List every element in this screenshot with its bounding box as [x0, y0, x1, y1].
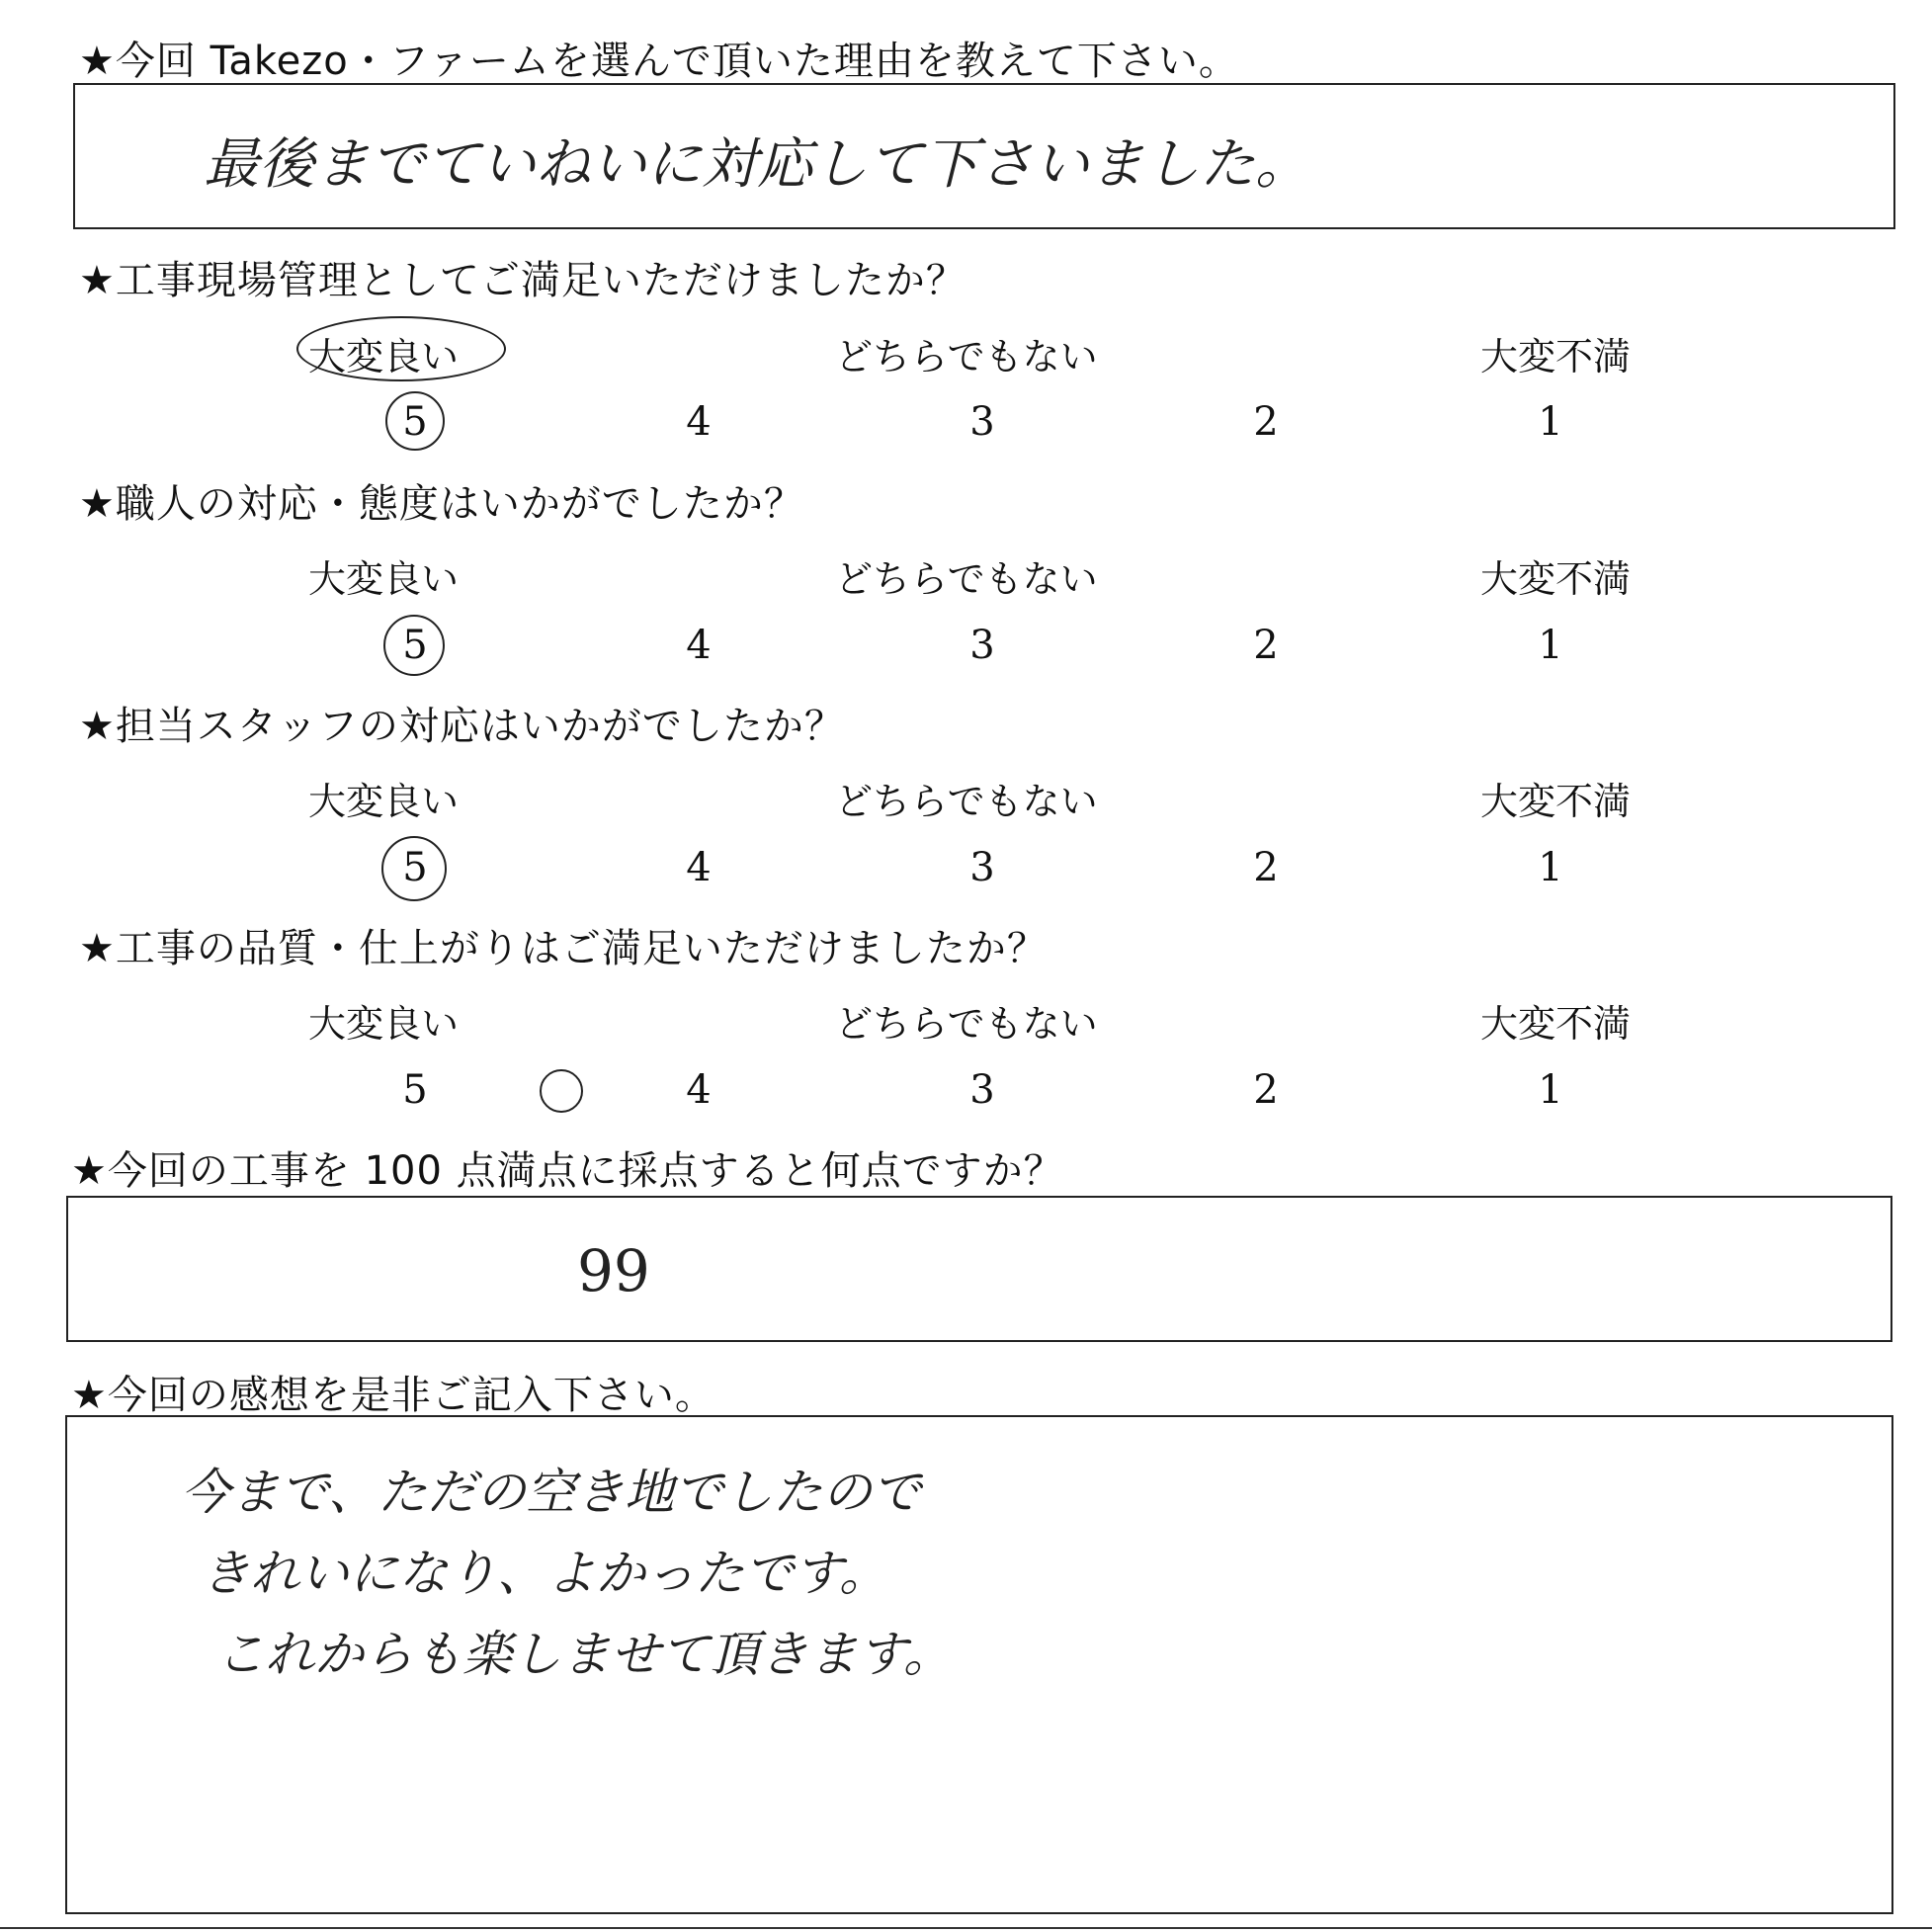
- question-2-site-management: ★工事現場管理としてご満足いただけましたか？: [79, 258, 966, 303]
- rating-4: 4: [686, 1067, 712, 1113]
- rating-1: 1: [1538, 1067, 1563, 1113]
- handwritten-comment-line-2: きれいになり、よかったです。: [201, 1545, 888, 1602]
- rating-3: 3: [969, 623, 995, 668]
- question-1-reason: ★今回 Takezo・ファームを選んで頂いた理由を教えて下さい。: [79, 39, 1239, 84]
- scale-label-neutral: どちらでもない: [835, 335, 1098, 378]
- rating-2: 2: [1253, 1067, 1279, 1113]
- circle-mark-5: [385, 391, 445, 451]
- rating-1: 1: [1538, 623, 1563, 668]
- rating-5: 5: [402, 845, 428, 890]
- rating-5: 5: [402, 399, 428, 445]
- scale-label-good: 大変良い: [308, 1002, 460, 1046]
- scale-label-good: 大変良い: [308, 780, 460, 823]
- circle-mark-between: [540, 1069, 583, 1113]
- scale-label-good: 大変良い: [308, 557, 460, 601]
- rating-5: 5: [402, 623, 428, 668]
- answer-box-score: [66, 1196, 1892, 1342]
- rating-3: 3: [969, 845, 995, 890]
- scale-label-neutral: どちらでもない: [835, 557, 1098, 601]
- scale-label-bad: 大変不満: [1480, 1002, 1632, 1046]
- question-4-staff: ★担当スタッフの対応はいかがでしたか？: [79, 704, 845, 749]
- scale-label-neutral: どちらでもない: [835, 1002, 1098, 1046]
- handwritten-comment-line-1: 今まで、ただの空き地でしたので: [181, 1464, 921, 1521]
- rating-2: 2: [1253, 623, 1279, 668]
- scale-label-good: 大変良い: [308, 335, 460, 378]
- bottom-rule: [0, 1927, 1932, 1929]
- rating-3: 3: [969, 399, 995, 445]
- rating-4: 4: [686, 845, 712, 890]
- handwritten-score: 99: [577, 1237, 650, 1304]
- scale-label-bad: 大変不満: [1480, 335, 1632, 378]
- rating-5: 5: [402, 1067, 428, 1113]
- answer-box-comments: [65, 1415, 1893, 1914]
- question-3-craftsmen: ★職人の対応・態度はいかがでしたか？: [79, 481, 804, 527]
- rating-4: 4: [686, 623, 712, 668]
- handwritten-comment-line-3: これからも楽しませて頂きます。: [215, 1626, 953, 1683]
- rating-4: 4: [686, 399, 712, 445]
- scale-label-bad: 大変不満: [1480, 557, 1632, 601]
- circle-mark-5: [383, 615, 445, 676]
- circle-mark-5: [381, 836, 447, 901]
- answer-box-reason: [73, 83, 1895, 229]
- rating-2: 2: [1253, 399, 1279, 445]
- question-5-quality: ★工事の品質・仕上がりはご満足いただけましたか？: [79, 926, 1048, 971]
- question-7-comments: ★今回の感想を是非ご記入下さい。: [71, 1373, 715, 1418]
- scale-label-bad: 大変不満: [1480, 780, 1632, 823]
- rating-1: 1: [1538, 845, 1563, 890]
- question-6-score: ★今回の工事を 100 点満点に採点すると何点ですか？: [71, 1148, 1064, 1194]
- rating-3: 3: [969, 1067, 995, 1113]
- circle-mark-label: [296, 316, 506, 381]
- rating-1: 1: [1538, 399, 1563, 445]
- scale-label-neutral: どちらでもない: [835, 780, 1098, 823]
- rating-2: 2: [1253, 845, 1279, 890]
- handwritten-reason: 最後までていねいに対応して下さいました。: [204, 132, 1310, 197]
